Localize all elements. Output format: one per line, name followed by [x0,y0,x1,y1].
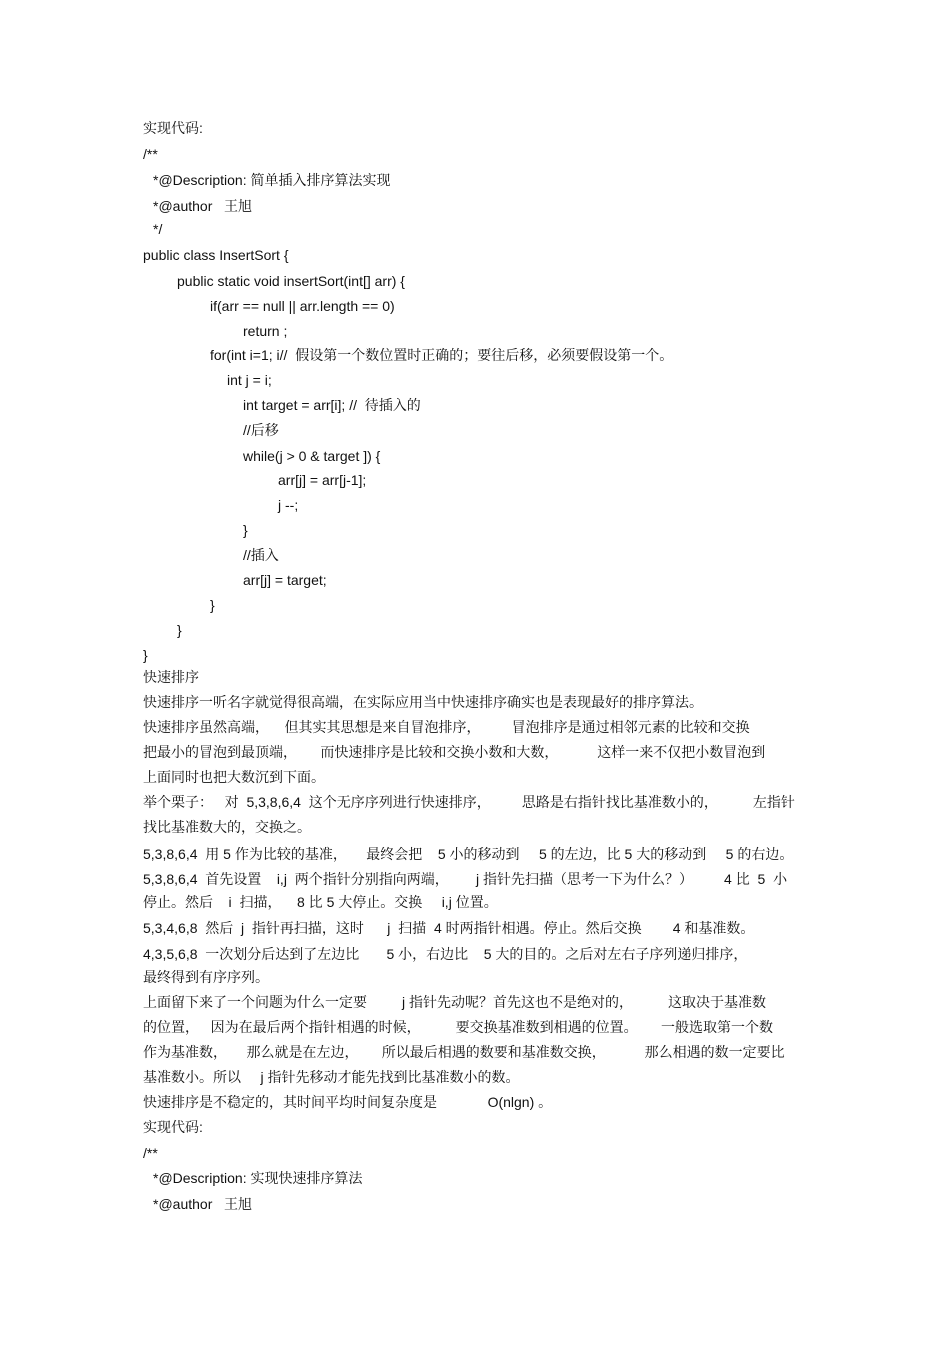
body-text: 4,3,5,6,8 一次划分后达到了左边比 5 小，右边比 5 大的目的。之后对左右子序列递归排序， [143,946,748,962]
section-heading: 快速排序 [143,669,199,685]
code-line: j --; [278,497,299,513]
code-line: } [177,622,182,638]
code-comment: /** [143,146,158,162]
code-line: int target = arr[i]; // 待插入的 [243,397,421,413]
code-line: } [143,647,148,663]
code-line: return ; [243,323,288,339]
body-text: 的位置， 因为在最后两个指针相遇的时候， 要交换基准数到相遇的位置。 一般选取第一个数 [143,1019,774,1035]
code-comment: *@author 王旭 [153,1196,253,1212]
code-line: int j = i; [227,372,272,388]
section-label: 实现代码: [143,120,203,136]
code-line: arr[j] = target; [243,572,327,588]
body-text: 快速排序虽然高端， 但其实其思想是来自冒泡排序， 冒泡排序是通过相邻元素的比较和交换 [143,719,750,735]
body-text: 5,3,8,6,4 用 5 作为比较的基准， 最终会把 5 小的移动到 5 的左边，比 5 大的移动到 5 的右边。 [143,846,794,862]
code-line: while(j > 0 & target ]) { [243,448,381,464]
code-line: if(arr == null || arr.length == 0) [210,298,395,314]
body-text: 上面留下来了一个问题为什么一定要 j 指针先动呢？首先这也不是绝对的， 这取决于基准数 [143,994,767,1010]
body-text: 快速排序一听名字就觉得很高端，在实际应用当中快速排序确实也是表现最好的排序算法。 [143,694,703,710]
body-text: 快速排序是不稳定的，其时间平均时间复杂度是 O(nlgn) 。 [143,1094,553,1110]
code-line: //后移 [243,422,279,438]
code-line: for(int i=1; i// 假设第一个数位置时正确的；要往后移，必须要假设第一个。 [210,347,674,363]
code-comment: *@author 王旭 [153,198,253,214]
code-line: } [243,522,248,538]
body-text: 上面同时也把大数沉到下面。 [143,769,325,785]
body-text: 作为基准数， 那么就是在左边， 所以最后相遇的数要和基准数交换， 那么相遇的数一定要比 [143,1044,785,1060]
body-text: 举个栗子： 对 5,3,8,6,4 这个无序序列进行快速排序， 思路是右指针找比基准数小的， 左指针 [143,794,795,810]
body-text: 基准数小。所以 j 指针先移动才能先找到比基准数小的数。 [143,1069,520,1085]
code-comment: /** [143,1145,158,1161]
body-text: 5,3,8,6,4 首先设置 i,j 两个指针分别指向两端， j 指针先扫描（思考一下为什么？） 4 比 5 小 [143,871,788,887]
section-label: 实现代码: [143,1119,203,1135]
code-line: public static void insertSort(int[] arr) { [177,273,405,289]
body-text: 最终得到有序序列。 [143,969,269,985]
code-line: arr[j] = arr[j-1]; [278,472,367,488]
code-comment: *@Description: 实现快速排序算法 [153,1170,363,1186]
body-text: 5,3,4,6,8 然后 j 指针再扫描，这时 j 扫描 4 时两指针相遇。停止。然后交换 4 和基准数。 [143,920,755,936]
code-line: public class InsertSort { [143,247,289,263]
body-text: 找比基准数大的，交换之。 [143,819,311,835]
code-comment: *@Description: 简单插入排序算法实现 [153,172,391,188]
body-text: 停止。然后 i 扫描， 8 比 5 大停止。交换 i,j 位置。 [143,894,498,910]
code-comment: */ [153,221,163,237]
body-text: 把最小的冒泡到最顶端， 而快速排序是比较和交换小数和大数， 这样一来不仅把小数冒泡到 [143,744,766,760]
code-line: //插入 [243,547,279,563]
code-line: } [210,597,215,613]
